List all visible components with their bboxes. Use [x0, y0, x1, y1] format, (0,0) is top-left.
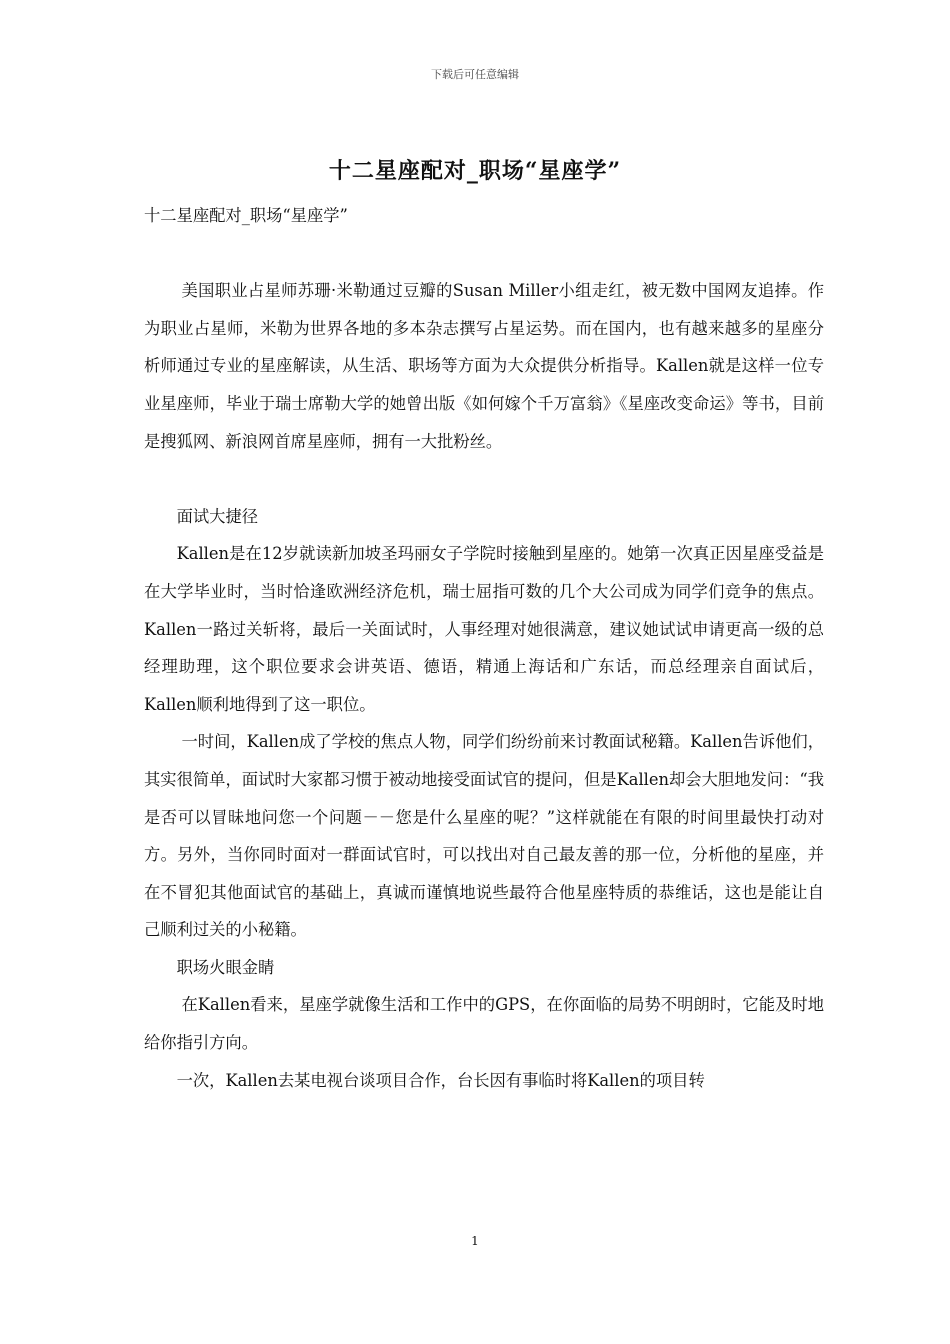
page-number: 1 — [471, 1234, 479, 1248]
paragraph-interview-2: 一时间，Kallen成了学校的焦点人物，同学们纷纷前来讨教面试秘籍。Kallen告诉他们，其实很简单，面试时大家都习惯于被动地接受面试官的提问，但是Kallen却会大胆地发问：“我是否可以冒昧地问您一个问题－－您是什么星座的呢？”这样就能在有限的时间里最快打动对方。另外，当你同时面对一群面试官时，可以找出对自己最友善的那一位，分析他的星座，并在不冒犯其他面试官的基础上，真诚而谨慎地说些最符合他星座特质的恭维话，这也是能让自己顺利过关的小秘籍。 — [144, 732, 824, 940]
document-body — [144, 197, 824, 1099]
paragraph-interview-1: Kallen是在12岁就读新加坡圣玛丽女子学院时接触到星座的。她第一次真正因星座受益是在大学毕业时，当时恰逢欧洲经济危机，瑞士屈指可数的几个大公司成为同学们竞争的焦点。Kallen一路过关斩将，最后一关面试时，人事经理对她很满意，建议她试试申请更高一级的总经理助理，这个职位要求会讲英语、德语，精通上海话和广东话，而总经理亲自面试后，Kallen顺利地得到了这一职位。 — [144, 544, 824, 714]
document-subtitle: 十二星座配对_职场“星座学” — [144, 206, 348, 225]
section-heading-interview: 面试大捷径 — [176, 506, 259, 526]
paragraph-workplace-1: 在Kallen看来，星座学就像生活和工作中的GPS，在你面临的局势不明朗时，它能及时地给你指引方向。 — [144, 995, 824, 1053]
section-heading-workplace: 职场火眼金睛 — [176, 957, 275, 977]
paragraph-workplace-2: 一次，Kallen去某电视台谈项目合作，台长因有事临时将Kallen的项目转 — [176, 1070, 705, 1090]
paragraph-intro: 美国职业占星师苏珊·米勒通过豆瓣的Susan Miller小组走红，被无数中国网友追捧。作为职业占星师，米勒为世界各地的多本杂志撰写占星运势。而在国内，也有越来越多的星座分析师通过专业的星座解读，从生活、职场等方面为大众提供分析指导。Kallen就是这样一位专业星座师，毕业于瑞士席勒大学的她曾出版《如何嫁个千万富翁》《星座改变命运》等书，目前是搜狐网、新浪网首席星座师，拥有一大批粉丝。 — [144, 281, 824, 451]
paragraph-gap — [144, 460, 824, 498]
header-note: 下载后可任意编辑 — [431, 68, 519, 81]
document-title: 十二星座配对_职场“星座学” — [328, 158, 622, 184]
